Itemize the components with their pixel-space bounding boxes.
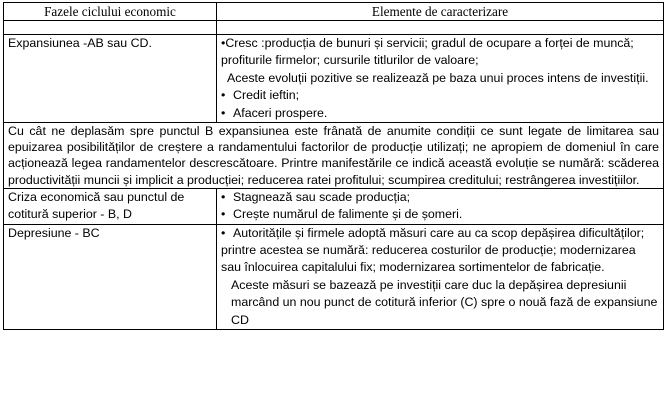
- bullet-item: [221, 87, 659, 104]
- phase-expansion: Expansiunea -AB sau CD.: [4, 35, 217, 123]
- row-transition: [4, 123, 664, 189]
- bullet-item: [221, 225, 659, 277]
- transition-text: Cu cât ne deplasăm spre punctul B expansiunea este frânată de anumite condiții ce sunt legate de limitarea sau epuizarea posibilităților de creștere a randamentului factorilor de producție utilizați; ne apropiem de domeniul în care acționează legea randamentelor descrescătoare. Printre manifestările ce indică această evoluție se numără: scăderea productivității muncii și implicit a producției; reducerea ratei profitului; scumpirea creditului; restrângerea investițiilor.: [4, 123, 664, 189]
- phase-crisis: Criza economică sau punctul de cotitură superior - B, D: [4, 188, 217, 224]
- document: [3, 2, 663, 330]
- bullet-glyph: •: [221, 207, 226, 222]
- economic-cycle-table: [3, 2, 664, 330]
- row-depression: [4, 224, 664, 329]
- row-expansion: [4, 35, 664, 123]
- bullet-text: Afaceri prospere.: [233, 105, 328, 120]
- bullet-glyph: •: [221, 189, 226, 204]
- bullet-glyph: •: [221, 225, 226, 240]
- row-crisis: [4, 188, 664, 224]
- bullet-text: Credit ieftin;: [233, 88, 300, 103]
- depression-paragraph-2: Aceste măsuri se bazează pe investiții care duc la depășirea depresiunii marcând un nou punct de cotitură inferior (C) spre o nouă fază de expansiune CD: [231, 277, 658, 327]
- header-row: [4, 3, 664, 21]
- bullet-item: [221, 206, 659, 223]
- bullet-item: [221, 189, 659, 206]
- bullet-item: [221, 105, 659, 122]
- expansion-paragraph-2: Aceste evoluții pozitive se realizează pe baza unui proces intens de investiții.: [227, 70, 649, 85]
- phase-depression: Depresiune - BC: [4, 224, 217, 329]
- characteristics-crisis: [217, 188, 664, 224]
- expansion-paragraph-1: •Cresc :producția de bunuri și servicii; gradul de ocupare a forței de muncă; profiturile firmelor; cursurile titlurilor de valoare;: [221, 36, 634, 68]
- depression-paragraph-1: Autoritățile și firmele adoptă măsuri care au ca scop depășirea dificultăților; printre acestea se numără: reducerea costurilor de producție; modernizarea sau înlocuirea capitalului fix; modernizarea sortimentelor de fabricație.: [221, 225, 645, 275]
- bullet-glyph: •: [221, 88, 226, 103]
- characteristics-expansion: [217, 35, 664, 123]
- empty-row: [4, 21, 664, 35]
- characteristics-depression: [217, 224, 664, 329]
- bullet-text: Crește numărul de falimente și de șomeri.: [233, 207, 463, 222]
- header-characteristics: Elemente de caracterizare: [217, 3, 664, 21]
- bullet-text: Stagnează sau scade producția;: [233, 189, 411, 204]
- bullet-glyph: •: [221, 105, 226, 120]
- empty-cell: [4, 21, 217, 35]
- header-phases: Fazele ciclului economic: [4, 3, 217, 21]
- empty-cell: [217, 21, 664, 35]
